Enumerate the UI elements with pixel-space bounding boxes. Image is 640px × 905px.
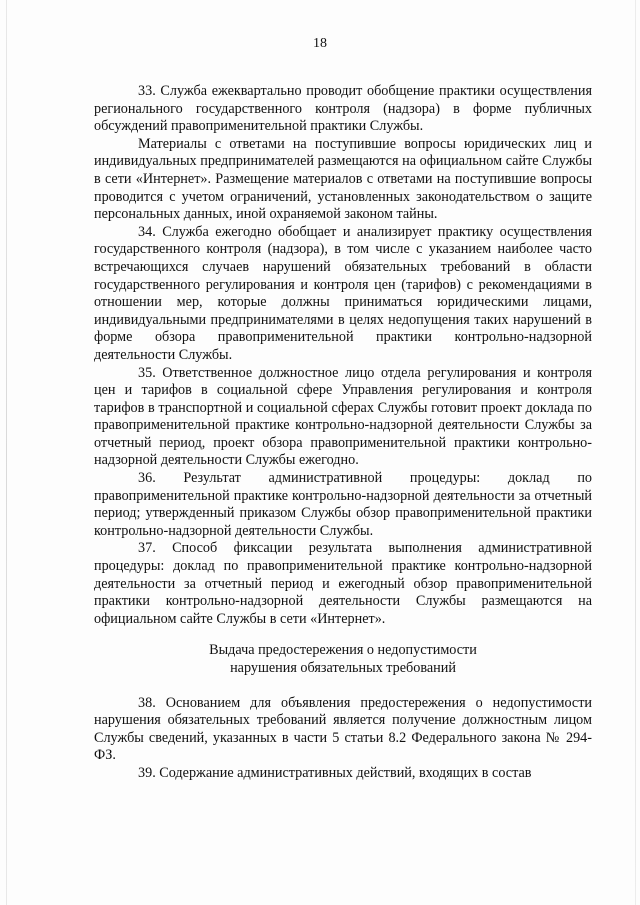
scan-edge-left bbox=[6, 0, 7, 905]
paragraph-36: 36. Результат административной процедуры: доклад по правоприменительной практике контрольно-надзорной деятельности за отчетный период; утвержденный приказом Службы обзор правоприменительной практики контрольно-надзорной деятельности Службы. bbox=[94, 470, 592, 539]
section-heading-line-1: Выдача предостережения о недопустимости bbox=[209, 642, 477, 659]
page-number: 18 bbox=[313, 36, 327, 51]
section-heading-line-2: нарушения обязательных требований bbox=[230, 660, 456, 676]
paragraph-37: 37. Способ фиксации результата выполнения административной процедуры: доклад по правоприменительной практике контрольно-надзорной деятельности за отчетный период и ежегодный обзор правоприменительной практики контрольно-надзорной деятельности Службы размещаются на официальном сайте Службы в сети «Интернет». bbox=[94, 540, 592, 627]
paragraph-33: 33. Служба ежеквартально проводит обобщение практики осуществления регионального государственного контроля (надзора) в форме публичных обсуждений правоприменительной практики Службы. bbox=[94, 83, 592, 135]
scan-edge-right bbox=[635, 0, 636, 905]
paragraph-34: 34. Служба ежегодно обобщает и анализирует практику осуществления государственного контроля (надзора), в том числе с указанием наиболее часто встречающихся случаев нарушений обязательных требований в области государственного регулирования и контроля цен (тарифов) с рекомендациями в отношении мер, которые должны приниматься юридическими лицами, индивидуальными предпринимателями в целях недопущения таких нарушений в форме обзора правоприменительной практики контрольно-надзорной деятельности Службы. bbox=[94, 223, 592, 363]
paragraph-35: 35. Ответственное должностное лицо отдела регулирования и контроля цен и тарифов в социальной сфере Управления регулирования и контроля тарифов в транспортной и социальной сферах Службы готовит проект доклада по правоприменительной практике контрольно-надзорной деятельности Службы за отчетный период, проект обзора правоприменительной практики контрольно-надзорной деятельности Службы ежегодно. bbox=[94, 364, 592, 469]
document-body bbox=[94, 83, 592, 783]
paragraph-38: 38. Основанием для объявления предостережения о недопустимости нарушения обязательных требований является получение должностным лицом Службы сведений, указанных в части 5 статьи 8.2 Федерального закона № 294-ФЗ. bbox=[94, 694, 592, 764]
paragraph-33-materials: Материалы с ответами на поступившие вопросы юридических лиц и индивидуальных предпринимателей размещаются на официальном сайте Службы в сети «Интернет». Размещение материалов с ответами на поступившие вопросы проводится с учетом ограничений, установленных законодательством о защите персональных данных, иной охраняемой законом тайны. bbox=[94, 135, 592, 223]
spacer bbox=[94, 628, 592, 642]
spacer bbox=[94, 678, 592, 695]
paragraph-39: 39. Содержание административных действий, входящих в состав bbox=[138, 764, 532, 781]
